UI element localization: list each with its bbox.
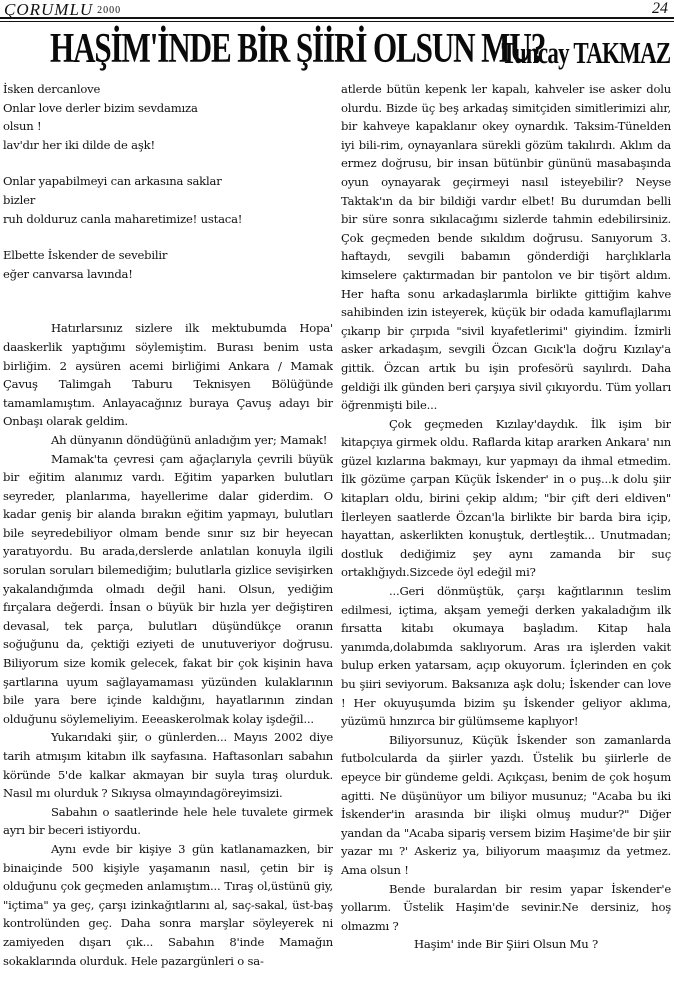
body-paragraph: Sabahın o saatlerinde hele hele tuvalete girmek ayrı bir beceri istiyordu. (3, 804, 333, 838)
body-paragraph: Çok geçmeden Kızılay'daydık. İlk işim bir kitapçıya girmek oldu. Raflarda kitap ararken Ankara' nın güzel kızlarına bakmayı, kur yapmayı da ihmal etmedim. İlk gözüme çarpan Küçük İskender' in o puş...k dolu şiir kitapları oldu, birini çekip aldım; "bir çift deri eldiven" İlerleyen saatlerde Özcan'la birlikte bir barda bira içip, hayattan, askerlikten konuştuk, dertleştik... Unutmadan; dostluk dediğimiz şey aynı zamanda bir suç ortaklığıydı.Sizcede öyl edeğil mi? (341, 416, 671, 580)
headline-title: HAŞİM'İNDE BİR ŞİİRİ OLSUN MU? (49, 26, 545, 72)
body-paragraph: Hatırlarsınız sizlere ilk mektubumda Hopa' daaskerlik yaptığımı söylemiştim. Burası benim usta birliğim. 2 aysüren acemi birliğimi Ankara / Mamak Çavuş Talimgah Taburu Teknisyen Bölüğünde tamamlamıştım. Anlayacağınız buraya Çavuş adayı bir Onbaşı olarak geldim. (3, 321, 333, 429)
body-paragraph: atlerde bütün kepenk ler kapalı, kahveler ise asker dolu olurdu. Bizde üç beş arkadaş simitçiden simitlerimizi alır, bir kahveye kapaklanır okey oynardık. Taksim-Tünelden iyi bili-rim, oynayanlara sürekli gözüm takılırdı. Aklım da ermez doğrusu, bir insan bütünbir gününü masabaşında oyun oynayarak geçirmeyi nasıl isteyebilir? Neyse Taktak'ın da bir bildiği vardır elbet! Bu durumdan belli bir süre sonra sıkılacağımı sizlerde tahmin edebilirsiniz. Çok geçmeden bende sıkıldım doğrusu. Sanıyorum 3. haftaydı, sevgili babamın gönderdiği harçlıklarla kimselere çaktırmadan bir pantolon ve bir tişört aldım. Her hafta sonu arkadaşlarımla birlikte gittiğim kahve sahibinden izin isteyerek, küçük bir odada kamuflajlarımı çıkarıp bir çırpıda "sivil kıyafetlerimi" giyindim. İzmirli asker arkadaşım, sevgili Özcan Gıcık'la doğru Kızılay'a gittik. Özcan artık bu işin profesörü sayılırdı. Daha geldiği ilk günden beri çarşıya sivil çıkıyordu. Tüm yolları öğrenmişti bile... (341, 82, 671, 413)
right-column (341, 80, 671, 990)
poem-line: Onlar love derler bizim sevdamıza (3, 100, 198, 115)
body-paragraph: Bende buralardan bir resim yapar İskender'e yollarım. Üstelik Haşim'de sevinir.Ne dersiniz, hoş olmazmı ? (341, 881, 671, 933)
body-paragraph: Yukarıdaki şiir, o günlerden... Mayıs 2002 diye tarih atmışım kitabın ilk sayfasına. Haftasonları sabahın köründe 5'de kalkar akmayan bir suyla tıraş olurduk. Nasıl mı olurduk ? Sıkıysa olmayındagöreyimsizi. (3, 730, 333, 801)
poem-line: bizler (3, 192, 36, 207)
poem-line: ruh dolduruz canla maharetimize! ustaca! (3, 211, 243, 226)
closing-line: Haşim' inde Bir Şiiri Olsun Mu ? (413, 937, 599, 952)
poem-line: Onlar yapabilmeyi can arkasına saklar (3, 174, 222, 189)
stanza-gap (3, 301, 333, 319)
body-paragraph: Ah dünyanın döndüğünü anladığım yer; Mamak! (51, 432, 328, 447)
body-paragraph: ...Geri dönmüştük, çarşı kağıtlarının teslim edilmesi, içtima, akşam yemeği derken yakaladığım ilk fırsatta kitabı okumaya başladım. Kitap hala yanımda,dolabımda saklıyorum. Aras ıra işlerden vakit bulup erken yatarsam, açıp okuyorum. İçlerinden en çok bu şiiri seviyorum. Baksanıza aşk dolu; İskender can love ! Her okuyuşumda bizim şu İskender geliyor aklıma, yüzümü hınzırca bir gülümseme kaplıyor! (341, 584, 671, 729)
masthead-rule-thin (0, 21, 674, 22)
stanza-gap (3, 154, 333, 172)
body-paragraph: Aynı evde bir kişiye 3 gün katlanamazken, bir binaiçinde 500 kişiyle yaşamanın nasıl, çetin bir iş olduğunu çok geçmeden anlamıştım... Tıraş ol,üstünü giy, "içtima" ya geç, çarşı izinkağıtlarını al, saç-sakal, üst-baş kontrolünden geç. Daha sonra marşlar söyleyerek ni zamiyeden dışarı çık... Sabahın 8'inde Mamağın sokaklarında olurduk. Hele pazargünleri o sa- (3, 841, 333, 968)
poem-line: İsken dercanlove (3, 82, 101, 96)
stanza-gap (3, 228, 333, 246)
poem-stanza-2 (3, 172, 333, 228)
stanza-gap (3, 283, 333, 301)
poem-stanza-1 (3, 80, 333, 154)
body-paragraph: Biliyorsunuz, Küçük İskender son zamanlarda futbolcularda da şiirler yazdı. Üstelik bu şiirlerle de epeyce bir gündeme geldi. Açıkçası, benim de çok hoşum agitti. Ne düşünüyor um biliyor musunuz; "Acaba bu iki İskender'in arasında bir ilişki olmuş mudur?" Diğer yandan da "Acaba sipariş versem bizim Haşime'de bir şiir yazar mı ?' Askeriz ya, biliyorum maaşımız da yetmez. Ama olsun ! (341, 732, 671, 877)
masthead (0, 0, 674, 22)
left-column (3, 80, 333, 990)
masthead-rule (0, 17, 674, 19)
poem-stanza-3 (3, 246, 333, 283)
poem-line: eğer canvarsa lavında! (3, 266, 133, 281)
headline-author: Tuncay TAKMAZ (500, 35, 670, 70)
body-paragraph: Mamak'ta çevresi çam ağaçlarıyla çevrili büyük bir eğitim alanımız vardı. Eğitim yaparken bulutları seyreder, planlarıma, hayellerime dalar giderdim. O kadar geniş bir alanda bırakın eğitim yapmayı, bulutları bile seyredebiliyor olmam bende sınır sız bir heyecan yaratıyordu. Bu arada,derslerde anlatılan konuyla ilgili sorulan soruları bilemediğim; bulutlarla gizlice sevişirken yakalandığımda olmadı değil hani. Olsun, yediğim fırçalara değerdi. İnsan o büyük bir hızla yer değiştiren devasal, tek parça, bulutları düşündükçe oranın soğuğunu da, çektiği eziyeti de unutuveriyor doğrusu. Biliyorum size komik gelecek, fakat bir çok kişinin hava şartlarına uyum sağlayamaması yüzünden kulaklarının bile yara bere içinde kaldığını, hayatlarının zindan olduğunu söylemeliyim. Eeeaskerolmak kolay işdeğil... (3, 451, 333, 726)
publication-title: ÇORUMLU (4, 0, 94, 19)
poem-line: Elbette İskender de sevebilir (3, 248, 168, 263)
article-headline (0, 25, 674, 77)
publication-year: 2000 (97, 5, 122, 16)
poem-line: lav'dır her iki dilde de aşk! (3, 137, 155, 152)
poem-line: olsun ! (3, 119, 42, 134)
page-number: 24 (652, 0, 668, 17)
